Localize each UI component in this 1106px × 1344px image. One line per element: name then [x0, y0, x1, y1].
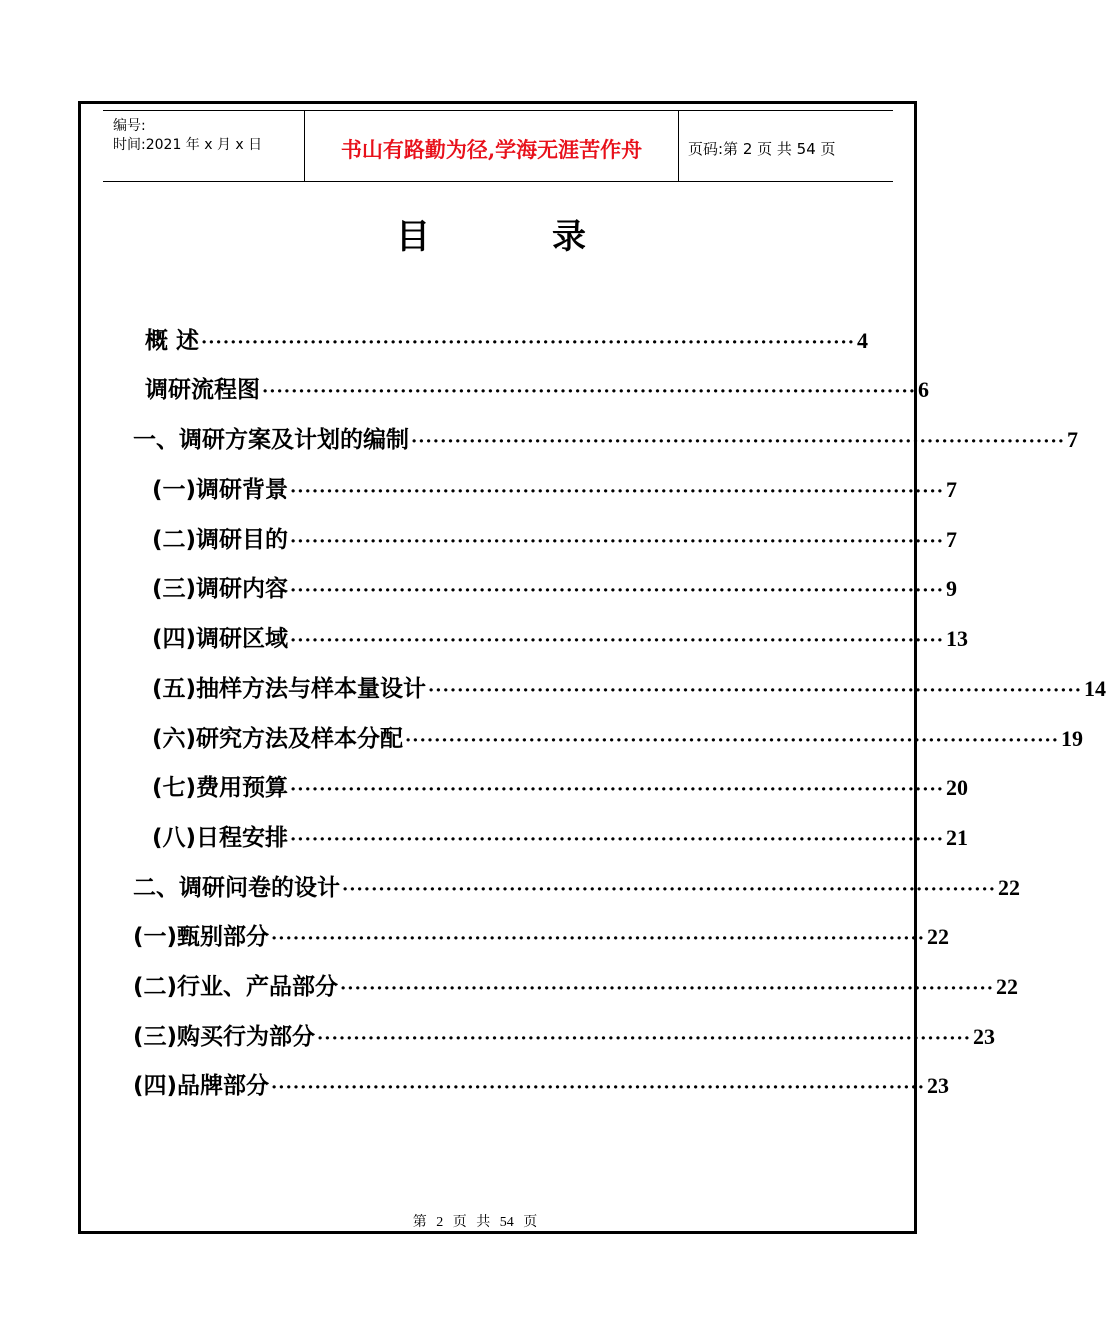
toc-leader-dots: ··························································································	[201, 332, 856, 353]
toc-entry-page: 21	[946, 825, 969, 850]
toc-entry-label: 调研流程图	[145, 377, 260, 403]
toc-entry-page: 7	[946, 527, 958, 552]
toc-entry-page: 22	[996, 974, 1019, 999]
toc-leader-dots: ··························································································	[428, 680, 1083, 701]
toc-entry-page: 22	[998, 875, 1020, 900]
page-frame	[78, 101, 917, 1234]
footer-word: 共	[476, 1215, 491, 1230]
toc-entry[interactable]	[152, 471, 958, 505]
toc-entry-label: (八)日程安排	[152, 825, 289, 851]
footer-word: 第	[412, 1215, 427, 1230]
toc-title-char: 录	[552, 217, 586, 257]
toc-entry-label: (五)抽样方法与样本量设计	[152, 676, 427, 702]
toc-entry-label: (三)购买行为部分	[133, 1024, 316, 1050]
toc-entry-page: 23	[927, 1073, 950, 1098]
toc-entry-page: 6	[918, 377, 929, 402]
toc-entry[interactable]	[152, 570, 958, 604]
toc-entry-page: 22	[927, 924, 950, 949]
toc-entry-label: (四)品牌部分	[133, 1073, 270, 1099]
toc-entry-label: (一)调研背景	[152, 477, 289, 503]
toc-title-char: 目	[396, 217, 430, 257]
toc-entry-page: 13	[946, 626, 969, 651]
toc-leader-dots: ··························································································	[405, 730, 1060, 751]
toc-entry-label: (二)行业、产品部分	[133, 974, 339, 1000]
toc-leader-dots: ··························································································	[411, 431, 1065, 452]
toc-leader-dots: ··························································································	[340, 978, 995, 999]
header-page-info: 页码:第 2 页 共 54 页	[688, 140, 836, 158]
toc-leader-dots: ··························································································	[290, 481, 945, 502]
toc-entry[interactable]	[152, 769, 969, 803]
toc-entry[interactable]	[133, 918, 950, 952]
footer-page-number: 2	[436, 1215, 444, 1230]
toc-leader-dots: ··························································································	[262, 381, 916, 402]
toc-entry-label: (六)研究方法及样本分配	[152, 726, 404, 752]
toc-entry[interactable]	[152, 670, 1106, 704]
footer-word: 页	[523, 1215, 538, 1230]
toc-leader-dots: ··························································································	[290, 829, 945, 850]
toc-leader-dots: ··························································································	[290, 531, 945, 552]
toc-entry-page: 9	[946, 576, 958, 601]
toc-entry[interactable]	[145, 322, 869, 356]
toc-entry-page: 7	[1067, 427, 1078, 452]
toc-leader-dots: ··························································································	[342, 879, 996, 900]
toc-entry-label: (二)调研目的	[152, 527, 289, 553]
toc-entry-label: 二、调研问卷的设计	[133, 875, 340, 901]
toc-leader-dots: ··························································································	[271, 1077, 926, 1098]
toc-entry[interactable]	[133, 968, 1019, 1002]
toc-entry[interactable]	[152, 720, 1084, 754]
toc-entry[interactable]	[152, 521, 958, 555]
toc-leader-dots: ··························································································	[290, 779, 945, 800]
toc-entry-label: (四)调研区域	[152, 626, 289, 652]
header-divider	[678, 110, 679, 182]
toc-entry-label: 概 述	[145, 328, 200, 354]
toc-entry-page: 4	[857, 328, 869, 353]
toc-entry-page: 19	[1061, 726, 1084, 751]
header-bottom-rule	[103, 181, 893, 182]
toc-entry[interactable]	[152, 620, 969, 654]
toc-entry[interactable]	[145, 371, 929, 405]
toc-leader-dots: ··························································································	[317, 1028, 972, 1049]
toc-entry-label: (一)甄别部分	[133, 924, 270, 950]
toc-entry-page: 14	[1084, 676, 1106, 701]
toc-entry-page: 7	[946, 477, 958, 502]
toc-leader-dots: ··························································································	[290, 630, 945, 651]
toc-leader-dots: ··························································································	[271, 928, 926, 949]
footer-word: 页	[452, 1215, 467, 1230]
toc-entry-page: 20	[946, 775, 969, 800]
footer-total-pages: 54	[499, 1215, 514, 1230]
toc-leader-dots: ··························································································	[290, 580, 945, 601]
toc-entry[interactable]	[133, 869, 1020, 903]
page-footer	[0, 1211, 950, 1231]
toc-entry-label: (三)调研内容	[152, 576, 289, 602]
toc-entry-label: (七)费用预算	[152, 775, 289, 801]
header-number-label: 编号:	[113, 118, 146, 134]
toc-entry[interactable]	[152, 819, 969, 853]
toc-entry[interactable]	[133, 421, 1078, 455]
header-motto: 书山有路勤为径,学海无涯苦作舟	[340, 137, 643, 162]
header-time-label: 时间:2021 年 x 月 x 日	[113, 137, 263, 153]
header-top-rule	[103, 110, 893, 111]
toc-entry-label: 一、调研方案及计划的编制	[133, 427, 409, 453]
toc-entry-page: 23	[973, 1024, 996, 1049]
toc-entry[interactable]	[133, 1018, 996, 1052]
toc-entry[interactable]	[133, 1067, 950, 1101]
